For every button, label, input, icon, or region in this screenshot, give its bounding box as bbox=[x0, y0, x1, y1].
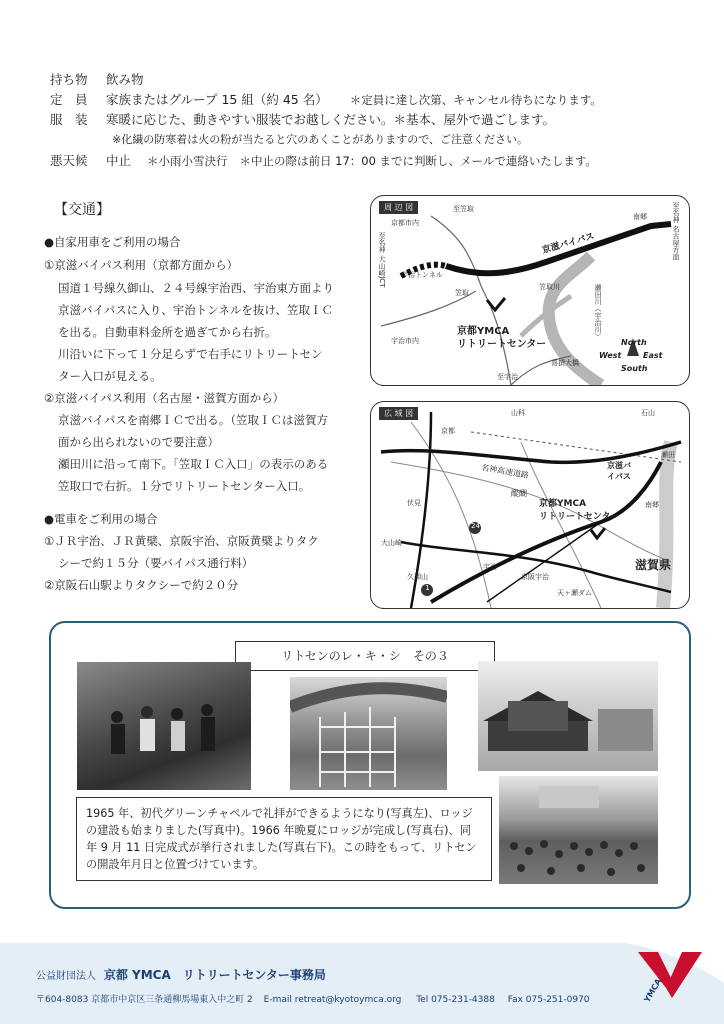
map2-bypass: 京滋バイパス bbox=[607, 461, 631, 481]
capacity-value: 家族またはグループ 15 組（約 45 名） bbox=[106, 92, 328, 107]
items-row bbox=[50, 70, 144, 88]
wide-area-map-tag: 広 域 図 bbox=[379, 407, 418, 420]
photo-chapel-figures bbox=[77, 662, 251, 790]
map2-kyoto: 京都 bbox=[441, 427, 455, 435]
map1-setagawa: 瀬田川（宇治川） bbox=[594, 284, 602, 340]
map1-bypass: 京滋バイパス bbox=[541, 231, 596, 257]
map2-seta: 瀬田 bbox=[661, 451, 675, 459]
footer-org-name: 京都 YMCA リトリートセンター事務局 bbox=[103, 968, 326, 982]
car1-line: 国道１号線久御山、２４号線宇治西、宇治東方面より bbox=[58, 281, 334, 295]
footer-org bbox=[36, 966, 326, 983]
map1-center-2: リトリートセンター bbox=[457, 339, 547, 350]
photo-opening-ceremony bbox=[499, 776, 658, 884]
photo-lodge-construction bbox=[290, 677, 447, 790]
footer-email-label: E-mail bbox=[263, 995, 292, 1005]
map1-uji-city: 宇治市内 bbox=[391, 337, 419, 345]
clothing-label: 服 装 bbox=[50, 112, 88, 127]
train1-line: シーで約１５分（要バイパス通行料） bbox=[58, 556, 254, 570]
train2-line: ②京阪石山駅よりタクシーで約２０分 bbox=[44, 578, 239, 592]
footer-contact bbox=[36, 992, 590, 1005]
items-value: 飲み物 bbox=[106, 72, 144, 87]
weather-label: 悪天候 bbox=[50, 153, 88, 168]
map1-south: South bbox=[621, 364, 648, 373]
map1-kyoto-city: 京都市内 bbox=[391, 219, 419, 227]
map2-fushimi: 伏見 bbox=[407, 499, 421, 507]
car2-line: 面から出られないので要注意） bbox=[58, 435, 219, 449]
map1-nango: 南郷 bbox=[633, 213, 647, 221]
car1-line: ター入口が見える。 bbox=[58, 369, 162, 383]
map1-kisen: 喜撰大橋 bbox=[551, 359, 579, 367]
car2-line: 京滋バイパスを南郷ＩＣで出る。（笠取ＩＣは滋賀方 bbox=[58, 413, 329, 427]
photo-lodge-building bbox=[478, 661, 658, 771]
map1-north: North bbox=[621, 338, 647, 347]
map2-daigo: 醍醐 bbox=[511, 489, 527, 498]
car2-line: 笠取口で右折。１分でリトリートセンター入口。 bbox=[58, 479, 311, 493]
vicinity-map-tag: 周 辺 図 bbox=[379, 201, 418, 214]
map2-center-2: リトリートセンター bbox=[539, 512, 620, 522]
weather-note-2: ＊中止の際は前日 17：00 までに判断し、メールで連絡いたします。 bbox=[239, 154, 597, 168]
footer-email-link[interactable]: retreat@kyotoymca.org bbox=[294, 995, 402, 1005]
map1-east: East bbox=[643, 351, 663, 360]
map2-yamashina: 山科 bbox=[511, 409, 525, 417]
vicinity-map bbox=[370, 195, 690, 386]
history-caption: 1965 年、初代グリーンチャペルで礼拝ができるようになり(写真左)、ロッジの建設も始まりました(写真中)。1966 年晩夏にロッジが完成し(写真右)、同年 9 月 11 日完成式が挙行されました(写真右下)。この時をもって、リトセンの開設年月日と位置づけています。 bbox=[76, 797, 492, 881]
capacity-note: ＊定員に達し次第、キャンセル待ちになります。 bbox=[349, 93, 602, 107]
ymca-logo bbox=[636, 950, 704, 1010]
map1-kasatori: 笠取 bbox=[455, 289, 469, 297]
map1-shitori: 至笠取 bbox=[453, 205, 474, 213]
clothing-value: 寒暖に応じた、動きやすい服装でお越しください。＊基本、屋外で過ごします。 bbox=[106, 112, 556, 127]
photo-crowd bbox=[499, 776, 658, 884]
footer-fax: Fax 075-251-0970 bbox=[507, 995, 590, 1005]
access-title: 【交通】 bbox=[54, 202, 110, 218]
items-label: 持ち物 bbox=[50, 72, 88, 87]
car-heading: ●自家用車をご利用の場合 bbox=[44, 235, 181, 249]
car1-line: 京滋バイパスに入り、宇治トンネルを抜け、笠取ＩＣ bbox=[58, 303, 333, 317]
footer-address: 〒604-8083 京都市中京区三条通柳馬場東入中之町 2 bbox=[36, 995, 253, 1005]
map1-to-uji: 至宇治 bbox=[497, 373, 518, 381]
map2-oyamazaki: 大山崎 bbox=[381, 539, 402, 547]
map2-route-1: 1 bbox=[425, 584, 430, 592]
footer-wave bbox=[0, 943, 724, 1024]
map2-meishin: 名神高速道路 bbox=[480, 462, 530, 481]
footer bbox=[0, 943, 724, 1024]
clothing-row bbox=[50, 110, 555, 128]
capacity-label: 定 員 bbox=[50, 92, 88, 107]
history-title: リトセンのレ・キ・シ その３ bbox=[235, 641, 495, 671]
train1-line: ①ＪＲ宇治、ＪＲ黄檗、京阪宇治、京阪黄檗よりタク bbox=[44, 534, 319, 548]
ymca-logo-text: YMCA bbox=[642, 977, 664, 1004]
map2-keihan-uji: 京阪宇治 bbox=[521, 573, 549, 581]
map1-uji-tunnel: 宇治トンネル bbox=[401, 271, 443, 279]
map1-kasatori-river: 笠取川 bbox=[539, 283, 560, 291]
weather-value: 中止 bbox=[106, 153, 132, 168]
map2-route-24: 24 bbox=[471, 522, 480, 530]
car1-line: を出る。自動車料金所を過ぎてから右折。 bbox=[58, 325, 277, 339]
map1-to-oyamazaki: 至名神 大山崎JCT bbox=[378, 232, 386, 288]
footer-org-prefix: 公益財団法人 bbox=[36, 971, 96, 982]
capacity-row bbox=[50, 90, 602, 108]
car1-heading: ①京滋バイパス利用（京都方面から） bbox=[44, 258, 239, 272]
weather-row bbox=[50, 151, 597, 169]
car2-line: 瀬田川に沿って南下。「笠取ＩＣ入口」の表示のある bbox=[58, 457, 329, 471]
map2-shiga: 滋賀県 bbox=[635, 558, 672, 572]
footer-tel: Tel 075-231-4388 bbox=[416, 995, 495, 1005]
photo-chapel-worship bbox=[77, 662, 251, 790]
train-heading: ●電車をご利用の場合 bbox=[44, 512, 158, 526]
map1-center: 京都YMCA bbox=[457, 326, 510, 337]
map2-uji: 宇治 bbox=[483, 563, 497, 571]
weather-note-1: ＊小雨小雪決行 bbox=[147, 154, 228, 168]
car1-line: 川沿いに下って１分足らずで右手にリトリートセン bbox=[58, 347, 323, 361]
map2-ishiyama: 石山 bbox=[641, 409, 655, 417]
wide-area-map bbox=[370, 401, 690, 609]
map2-nango: 南郷 bbox=[645, 501, 659, 509]
map2-center: 京都YMCA bbox=[539, 499, 587, 509]
photo-scaffolding bbox=[290, 677, 447, 790]
map1-west: West bbox=[599, 351, 622, 360]
map1-to-nagoya: 至名神 名古屋方面 bbox=[672, 202, 680, 261]
map2-kumiyama: 久御山 bbox=[407, 573, 428, 581]
photo-lodge-completed bbox=[478, 661, 658, 771]
clothing-note: ※化繊の防寒着は火の粉が当たると穴のあくことがありますので、ご注意ください。 bbox=[112, 133, 528, 146]
map2-amagase: 天ヶ瀬ダム bbox=[557, 589, 592, 597]
car2-heading: ②京滋バイパス利用（名古屋・滋賀方面から） bbox=[44, 391, 285, 405]
